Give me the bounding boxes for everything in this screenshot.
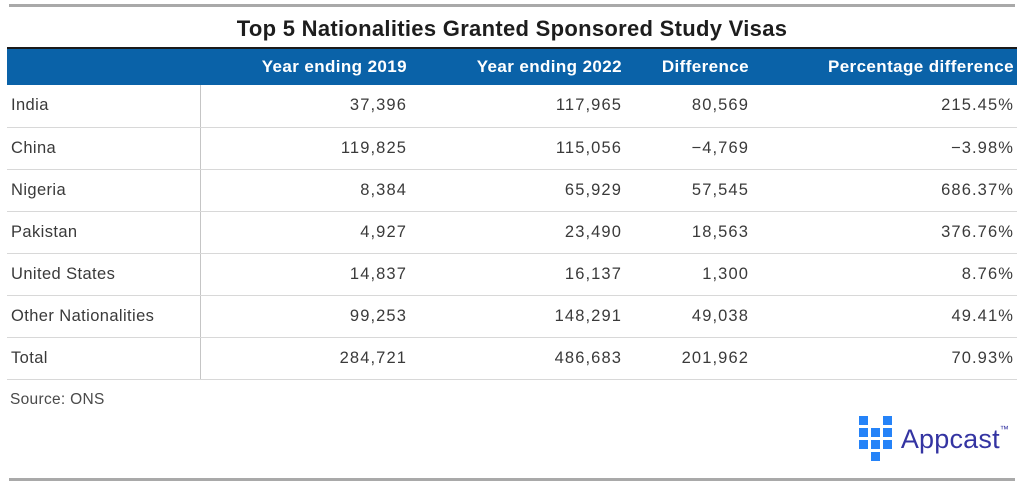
cell-percentage-difference: 215.45%: [752, 85, 1017, 127]
page-title: Top 5 Nationalities Granted Sponsored Study Visas: [236, 16, 788, 41]
cell-difference: 49,038: [625, 295, 752, 337]
logo-square: [859, 440, 868, 449]
cell-ye2019: 14,837: [200, 253, 410, 295]
cell-difference: 1,300: [625, 253, 752, 295]
column-header-percentage-difference: Percentage difference: [752, 48, 1017, 85]
appcast-logo: [859, 416, 1009, 461]
cell-ye2019: 8,384: [200, 169, 410, 211]
source-note: Source: ONS: [10, 390, 105, 408]
logo-square: [859, 428, 868, 437]
cell-nationality: Total: [7, 337, 200, 379]
table-row-india: [7, 85, 1017, 127]
logo-square: [883, 440, 892, 449]
cell-nationality: United States: [7, 253, 200, 295]
cell-percentage-difference: 49.41%: [752, 295, 1017, 337]
cell-difference: 80,569: [625, 85, 752, 127]
column-header-nationality: [7, 48, 200, 85]
cell-ye2022: 16,137: [410, 253, 625, 295]
cell-ye2022: 148,291: [410, 295, 625, 337]
appcast-squares-icon: [859, 416, 892, 461]
column-header-year-ending-2022: Year ending 2022: [410, 48, 625, 85]
logo-square: [871, 440, 880, 449]
column-header-year-ending-2019: Year ending 2019: [200, 48, 410, 85]
cell-nationality: China: [7, 127, 200, 169]
cell-nationality: Nigeria: [7, 169, 200, 211]
logo-square: [871, 452, 880, 461]
cell-difference: 57,545: [625, 169, 752, 211]
cell-difference: 201,962: [625, 337, 752, 379]
cell-ye2022: 486,683: [410, 337, 625, 379]
table-row-total: [7, 337, 1017, 379]
table-row-other-nationalities: [7, 295, 1017, 337]
logo-square: [859, 416, 868, 425]
cell-percentage-difference: −3.98%: [752, 127, 1017, 169]
table-header-row: [7, 48, 1017, 85]
cell-percentage-difference: 376.76%: [752, 211, 1017, 253]
cell-nationality: India: [7, 85, 200, 127]
cell-ye2022: 117,965: [410, 85, 625, 127]
logo-square: [871, 428, 880, 437]
cell-ye2022: 23,490: [410, 211, 625, 253]
logo-square: [883, 428, 892, 437]
appcast-wordmark: [901, 425, 1009, 453]
cell-difference: 18,563: [625, 211, 752, 253]
cell-difference: −4,769: [625, 127, 752, 169]
cell-percentage-difference: 70.93%: [752, 337, 1017, 379]
cell-nationality: Other Nationalities: [7, 295, 200, 337]
cell-percentage-difference: 8.76%: [752, 253, 1017, 295]
cell-ye2019: 4,927: [200, 211, 410, 253]
cell-ye2019: 37,396: [200, 85, 410, 127]
table-row-china: [7, 127, 1017, 169]
appcast-wordmark-text: Appcast: [900, 423, 1000, 454]
bottom-divider: [9, 478, 1015, 481]
cell-ye2019: 119,825: [200, 127, 410, 169]
column-header-difference: Difference: [625, 48, 752, 85]
cell-nationality: Pakistan: [7, 211, 200, 253]
table-row-pakistan: [7, 211, 1017, 253]
cell-ye2022: 65,929: [410, 169, 625, 211]
visa-table: [7, 47, 1017, 380]
cell-percentage-difference: 686.37%: [752, 169, 1017, 211]
cell-ye2019: 284,721: [200, 337, 410, 379]
trademark-symbol: ™: [999, 423, 1009, 434]
cell-ye2022: 115,056: [410, 127, 625, 169]
table-row-united-states: [7, 253, 1017, 295]
top-divider: [9, 4, 1015, 7]
table-row-nigeria: [7, 169, 1017, 211]
logo-square: [883, 416, 892, 425]
cell-ye2019: 99,253: [200, 295, 410, 337]
